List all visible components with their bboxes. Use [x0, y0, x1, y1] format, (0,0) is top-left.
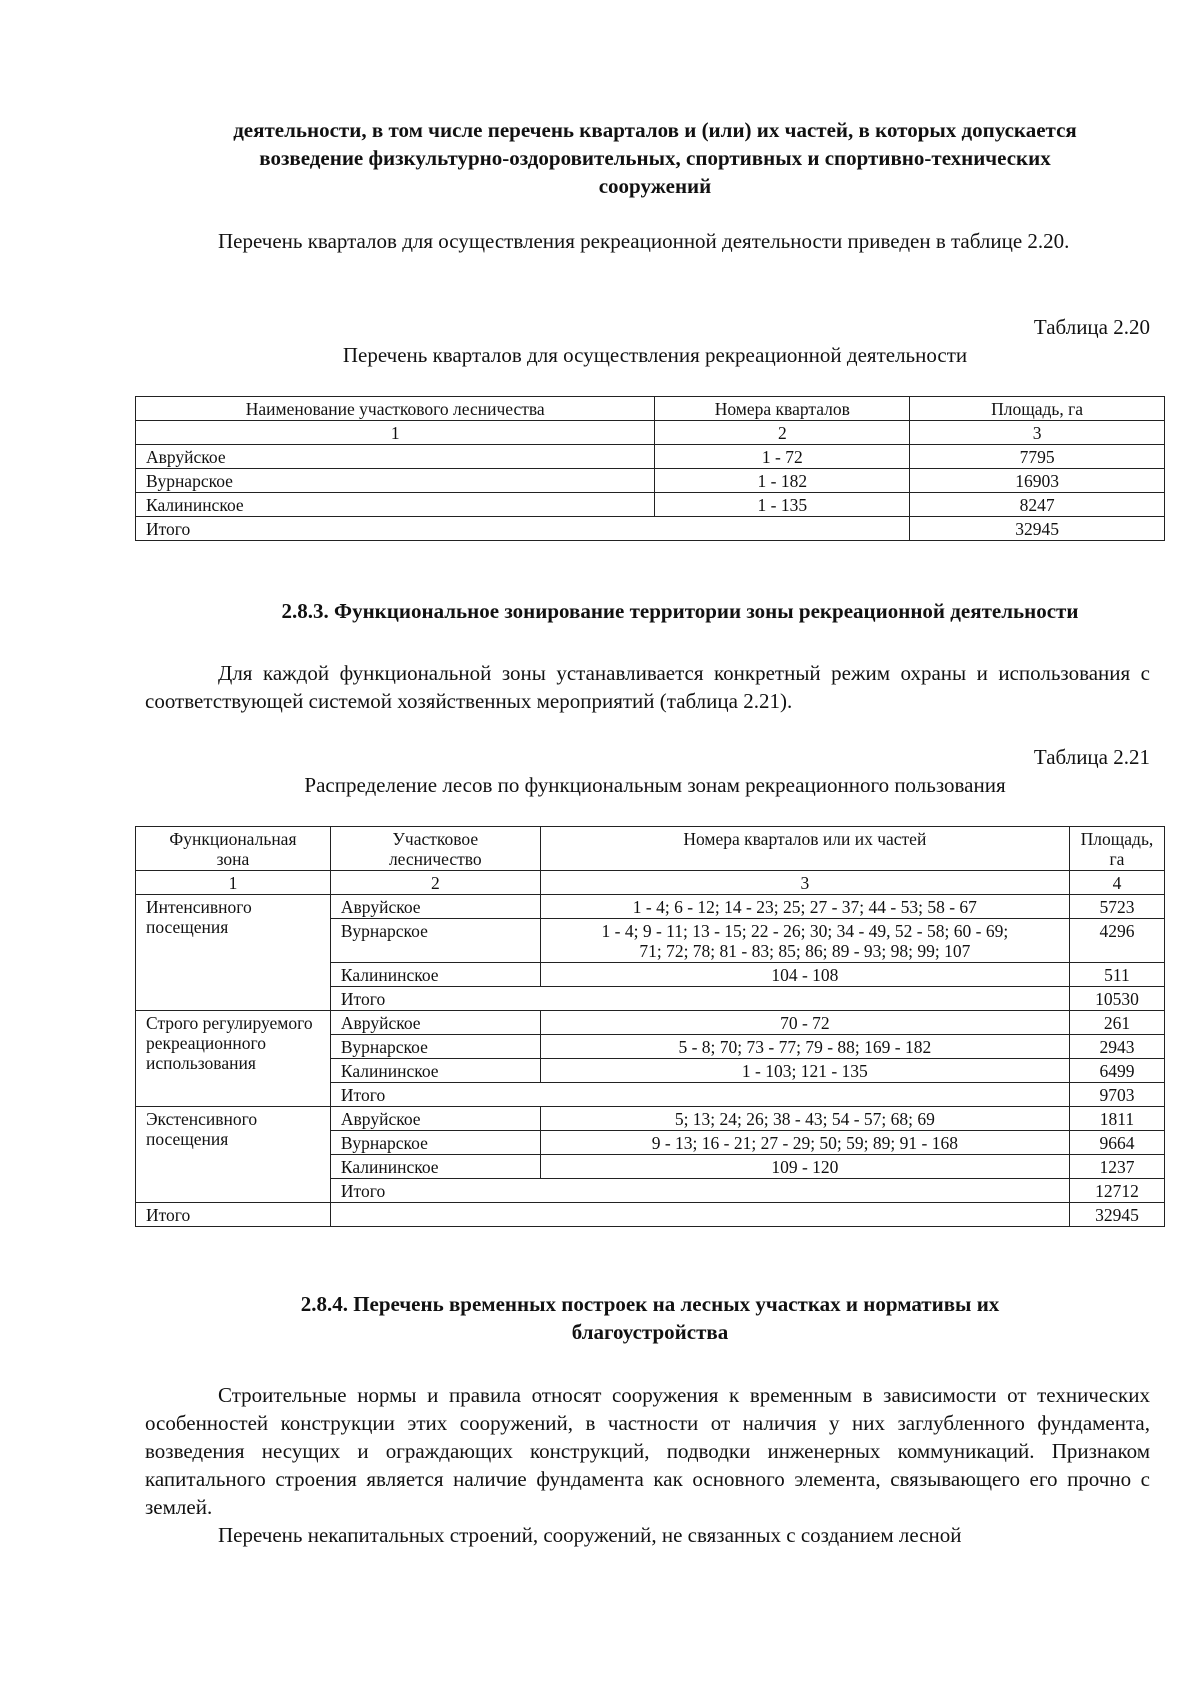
- paragraph-zoning: [145, 659, 1150, 715]
- forestry-name: Вурнарское: [330, 919, 540, 963]
- paragraph-text: Перечень некапитальных строений, сооружений, не связанных с созданием лесной: [218, 1523, 962, 1547]
- quarters-cell: [540, 919, 1069, 963]
- table-row: [136, 895, 1165, 919]
- area-cell: 5723: [1069, 895, 1164, 919]
- quarters-cell: 104 - 108: [540, 963, 1069, 987]
- forestry-name: Вурнарское: [330, 1131, 540, 1155]
- area-cell: 8247: [910, 493, 1165, 517]
- empty-cell: [330, 1203, 1069, 1227]
- forestry-name: Калининское: [330, 963, 540, 987]
- table-row: [136, 1107, 1165, 1131]
- grand-total-row: [136, 1203, 1165, 1227]
- column-number: 3: [910, 421, 1165, 445]
- area-cell: 261: [1069, 1011, 1164, 1035]
- area-cell: 1811: [1069, 1107, 1164, 1131]
- paragraph-recreation-list: [145, 227, 1150, 255]
- quarters-cell: 109 - 120: [540, 1155, 1069, 1179]
- section-heading-2-8-2: [130, 116, 1180, 200]
- zone-total-label: Итого: [330, 987, 1069, 1011]
- area-cell: 2943: [1069, 1035, 1164, 1059]
- header-cell-forestry: [330, 827, 540, 871]
- header-cell-area: [1069, 827, 1164, 871]
- quarters-cell: 70 - 72: [540, 1011, 1069, 1035]
- total-area: 32945: [910, 517, 1165, 541]
- column-number: 4: [1069, 871, 1164, 895]
- header-line: га: [1109, 849, 1125, 869]
- forestry-name: Авруйское: [330, 1107, 540, 1131]
- paragraph-text: Для каждой функциональной зоны устанавливается конкретный режим охраны и использования с соответствующей системой хозяйственных мероприятий (таблица 2.21).: [145, 661, 1150, 713]
- quarters-cell: 1 - 72: [655, 445, 910, 469]
- table-2-20-title: Перечень кварталов для осуществления рекреационной деятельности: [342, 343, 968, 367]
- quarters-cell: 1 - 135: [655, 493, 910, 517]
- table-row: [136, 1011, 1165, 1035]
- table-2-20-label: Таблица 2.20: [1033, 315, 1150, 339]
- column-number: 1: [136, 871, 331, 895]
- area-cell: 511: [1069, 963, 1164, 987]
- area-cell: 1237: [1069, 1155, 1164, 1179]
- heading-line: возведение физкультурно-оздоровительных, спортивных и спортивно-технических: [259, 146, 1051, 170]
- quarters-cell: 5 - 8; 70; 73 - 77; 79 - 88; 169 - 182: [540, 1035, 1069, 1059]
- paragraph-text: Перечень кварталов для осуществления рекреационной деятельности приведен в таблице 2.20.: [218, 229, 1070, 253]
- table-row: [136, 469, 1165, 493]
- heading-line: деятельности, в том числе перечень кварталов и (или) их частей, в которых допускается: [233, 118, 1077, 142]
- quarters-cell: 1 - 4; 6 - 12; 14 - 23; 25; 27 - 37; 44 - 53; 58 - 67: [540, 895, 1069, 919]
- zone-name: Строго регулируемого рекреационного использования: [136, 1011, 331, 1107]
- quarters-line: 1 - 4; 9 - 11; 13 - 15; 22 - 26; 30; 34 - 49, 52 - 58; 60 - 69;: [601, 921, 1009, 941]
- table-2-21-label: Таблица 2.21: [1033, 745, 1150, 769]
- quarters-cell: 1 - 103; 121 - 135: [540, 1059, 1069, 1083]
- heading-line: благоустройства: [571, 1320, 729, 1344]
- header-cell: Площадь, га: [910, 397, 1165, 421]
- zone-name: Экстенсивного посещения: [136, 1107, 331, 1203]
- forestry-name: Авруйское: [330, 895, 540, 919]
- heading-line: сооружений: [598, 174, 712, 198]
- column-number: 2: [330, 871, 540, 895]
- grand-total-label: Итого: [136, 1203, 331, 1227]
- zone-name: Интенсивного посещения: [136, 895, 331, 1011]
- quarters-line: 71; 72; 78; 81 - 83; 85; 86; 89 - 93; 98; 99; 107: [639, 941, 971, 961]
- zone-total-area: 10530: [1069, 987, 1164, 1011]
- forestry-name: Вурнарское: [330, 1035, 540, 1059]
- section-heading-2-8-4: [220, 1290, 1080, 1346]
- section-heading-2-8-3: 2.8.3. Функциональное зонирование территории зоны рекреационной деятельности: [281, 599, 1079, 623]
- header-line: Площадь,: [1080, 829, 1154, 849]
- zone-total-label: Итого: [330, 1083, 1069, 1107]
- zone-total-label: Итого: [330, 1179, 1069, 1203]
- total-label: Итого: [136, 517, 910, 541]
- quarters-cell: 5; 13; 24; 26; 38 - 43; 54 - 57; 68; 69: [540, 1107, 1069, 1131]
- table-row: [136, 445, 1165, 469]
- forestry-name: Авруйское: [136, 445, 655, 469]
- header-cell-zone: [136, 827, 331, 871]
- forestry-name: Калининское: [136, 493, 655, 517]
- header-line: лесничество: [388, 849, 482, 869]
- forestry-name: Авруйское: [330, 1011, 540, 1035]
- area-cell: 9664: [1069, 1131, 1164, 1155]
- table-header-row: [136, 827, 1165, 871]
- paragraph-text: Строительные нормы и правила относят сооружения к временным в зависимости от технических особенностей конструкции этих сооружений, в частности от наличия у них заглубленного фундамента, возведения несущих и ограждающих конструкций, подводки инженерных коммуникаций. Признаком капитального строения является наличие фундамента как основного элемента, связывающего его прочно с землей.: [145, 1383, 1150, 1519]
- zone-total-area: 12712: [1069, 1179, 1164, 1203]
- column-number: 3: [540, 871, 1069, 895]
- header-line: зона: [216, 849, 250, 869]
- column-number: 2: [655, 421, 910, 445]
- header-cell-quarters: Номера кварталов или их частей: [540, 827, 1069, 871]
- quarters-cell: 9 - 13; 16 - 21; 27 - 29; 50; 59; 89; 91 - 168: [540, 1131, 1069, 1155]
- area-cell: 16903: [910, 469, 1165, 493]
- header-line: Функциональная: [169, 829, 297, 849]
- header-cell: Наименование участкового лесничества: [136, 397, 655, 421]
- header-cell: Номера кварталов: [655, 397, 910, 421]
- table-number-row: [136, 421, 1165, 445]
- table-total-row: [136, 517, 1165, 541]
- area-cell: 6499: [1069, 1059, 1164, 1083]
- area-cell: 7795: [910, 445, 1165, 469]
- table-number-row: [136, 871, 1165, 895]
- quarters-cell: 1 - 182: [655, 469, 910, 493]
- forestry-name: Калининское: [330, 1059, 540, 1083]
- header-line: Участковое: [392, 829, 479, 849]
- table-2-21-title: Распределение лесов по функциональным зонам рекреационного пользования: [304, 773, 1006, 797]
- table-header-row: [136, 397, 1165, 421]
- table-2-21: [135, 826, 1165, 1227]
- column-number: 1: [136, 421, 655, 445]
- area-cell: 4296: [1069, 919, 1164, 963]
- forestry-name: Калининское: [330, 1155, 540, 1179]
- forestry-name: Вурнарское: [136, 469, 655, 493]
- zone-total-area: 9703: [1069, 1083, 1164, 1107]
- table-2-20: [135, 396, 1165, 541]
- table-row: [136, 493, 1165, 517]
- heading-line: 2.8.4. Перечень временных построек на лесных участках и нормативы их: [300, 1292, 1000, 1316]
- grand-total-area: 32945: [1069, 1203, 1164, 1227]
- paragraph-building-norms: [145, 1381, 1150, 1549]
